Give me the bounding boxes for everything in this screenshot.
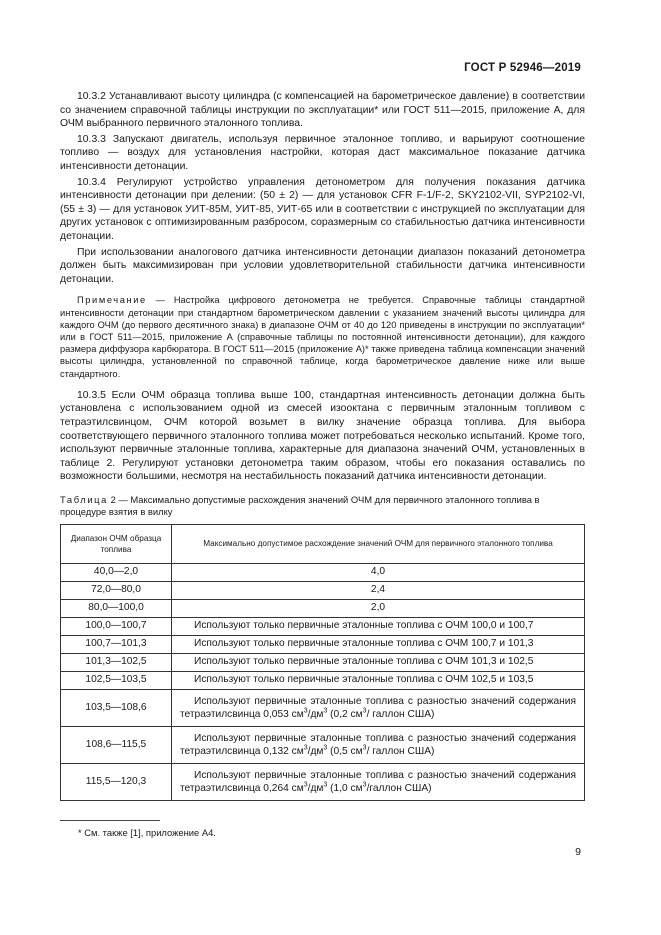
footnote: * См. также [1], приложение А4. [78,827,216,838]
paragraph-analog-sensor: При использовании аналогового датчика интенсивности детонации диапазон показаний детонометра должен быть максимизирован при условии удовлетворительной стабильности датчика интенсивности детонации. [60,246,585,285]
cell-value: Используют только первичные эталонные топлива с ОЧМ 100,7 и 101,3 [172,635,585,653]
cell-text-c: (1,0 см [327,782,363,794]
document-standard-header: ГОСТ Р 52946—2019 [464,62,581,74]
cell-range: 101,3—102,5 [61,653,172,671]
table-row [61,563,585,581]
footnote-divider [60,820,160,821]
note-label: Примечание [77,295,147,306]
cell-range: 80,0—100,0 [61,599,172,617]
paragraph-10-3-3: 10.3.3 Запускают двигатель, используя первичное эталонное топливо, и варьируют соотношение топливо — воздух для установления настройки, которая даст максимальное показание датчика интенсивности детонации. [60,133,585,172]
cell-value: Используют только первичные эталонные топлива с ОЧМ 100,0 и 100,7 [172,617,585,635]
paragraph-10-3-4: 10.3.4 Регулируют устройство управления детонометром для получения показания датчика интенсивности детонации при делении: (50 ± 2) — для установок CFR F-1/F-2, SKY2102-VII, SYP2102-VI, (55 ± 3) — для установок УИТ-85М, УИТ-85, УИТ-65 или в соответствии с инструкцией по эксплуатации для других установок с оптимизированным разбросом, соразмерным со стабильностью датчика интенсивности детонации. [60,176,585,242]
superscript: 3 [303,781,308,789]
table-row [61,581,585,599]
table-row [61,763,585,800]
cell-value: Используют только первичные эталонные топлива с ОЧМ 102,5 и 103,5 [172,671,585,689]
cell-text-b: /дм [307,745,324,757]
superscript: 3 [323,707,328,715]
table-caption-text: 2 — Максимально допустимые расхождения значений ОЧМ для первичного эталонного топлива в процедуре взятия в вилку [60,493,540,518]
table-row [61,671,585,689]
cell-range: 100,7—101,3 [61,635,172,653]
cell-text-b: /дм [307,782,324,794]
cell-range: 40,0—2,0 [61,563,172,581]
note [60,294,585,379]
cell-range: 72,0—80,0 [61,581,172,599]
table-row [61,599,585,617]
cell-range: 100,0—100,7 [61,617,172,635]
cell-value [172,726,585,763]
page-number: 9 [575,846,581,858]
cell-text-a: Используют первичные эталонные топлива с разностью значений содержания тетраэтилсвинца 0,132 см [180,732,576,757]
superscript: 3 [303,707,308,715]
cell-value: 2,0 [172,599,585,617]
cell-text-c: (0,2 см [327,708,363,720]
cell-text-b: /дм [307,708,324,720]
cell-range: 115,5—120,3 [61,763,172,800]
table-header-row [61,524,585,563]
table-row [61,635,585,653]
table-row [61,726,585,763]
cell-range: 108,6—115,5 [61,726,172,763]
paragraph-10-3-5: 10.3.5 Если ОЧМ образца топлива выше 100, стандартная интенсивность детонации должна быть установлена с использованием одной из смесей изооктана с первичным эталонным топливом с тетраэтилсвинцом, ОЧМ которой возьмет в вилку значение образца топлива. Для выбора соответствующего первичного эталонного топлива может потребоваться несколько испытаний. Кроме того, используют первичные эталонные топлива, характерные для диапазона значений ОЧМ, установленных в таблице 2. Регулируют установки детонометра таким образом, чтобы его показания оставались по возможности большими, несмотря на нестабильность показаний датчика интенсивности детонации. [60,389,585,483]
col-header-range: Диапазон ОЧМ образца топлива [61,524,172,563]
cell-text-d: / галлон США) [366,745,435,757]
cell-text-d: / галлон США) [366,708,435,720]
superscript: 3 [362,744,367,752]
cell-text-a: Используют первичные эталонные топлива с разностью значений содержания тетраэтилсвинца 0,053 см [180,695,576,720]
cell-value [172,763,585,800]
paragraph-10-3-2: 10.3.2 Устанавливают высоту цилиндра (с компенсацией на барометрическое давление) в соответствии со значением справочной таблицы инструкции по эксплуатации* или ГОСТ 511—2015, приложение А, для ОЧМ выбранного первичного эталонного топлива. [60,91,585,130]
superscript: 3 [323,781,328,789]
cell-value: 4,0 [172,563,585,581]
cell-value: 2,4 [172,581,585,599]
superscript: 3 [362,781,367,789]
superscript: 3 [303,744,308,752]
superscript: 3 [323,744,328,752]
table-row [61,653,585,671]
cell-range: 103,5—108,6 [61,689,172,726]
table-2 [60,524,585,801]
cell-text-d: /галлон США) [366,782,432,794]
superscript: 3 [362,707,367,715]
cell-range: 102,5—103,5 [61,671,172,689]
table-row [61,689,585,726]
col-header-deviation: Максимально допустимое расхождение значений ОЧМ для первичного эталонного топлива [172,524,585,563]
table-caption-label: Таблица [60,493,108,505]
table-row [61,617,585,635]
cell-value: Используют только первичные эталонные топлива с ОЧМ 101,3 и 102,5 [172,653,585,671]
table-caption [60,494,585,519]
page-body [60,90,585,801]
cell-text-c: (0,5 см [327,745,363,757]
cell-text-a: Используют первичные эталонные топлива с разностью значений содержания тетраэтилсвинца 0,264 см [180,769,576,794]
cell-value [172,689,585,726]
note-text: — Настройка цифрового детонометра не требуется. Справочные таблицы стандартной интенсивности детонации при стандартном барометрическом давлении с указанием значений высоты цилиндра для каждого ОЧМ (до первого десятичного знака) в диапазоне ОЧМ от 40 до 120 приведены в инструкции по эксплуатации* или в ГОСТ 511—2015, приложение А (справочные таблицы по постоянной интенсивности детонации), для каждого размера диффузора карбюратора. В ГОСТ 511—2015 (приложение А)* также приведена таблица компенсации значений высоты цилиндра, установленной по справочной таблице, когда барометрическое давление ниже или выше стандартного. [60,295,585,379]
